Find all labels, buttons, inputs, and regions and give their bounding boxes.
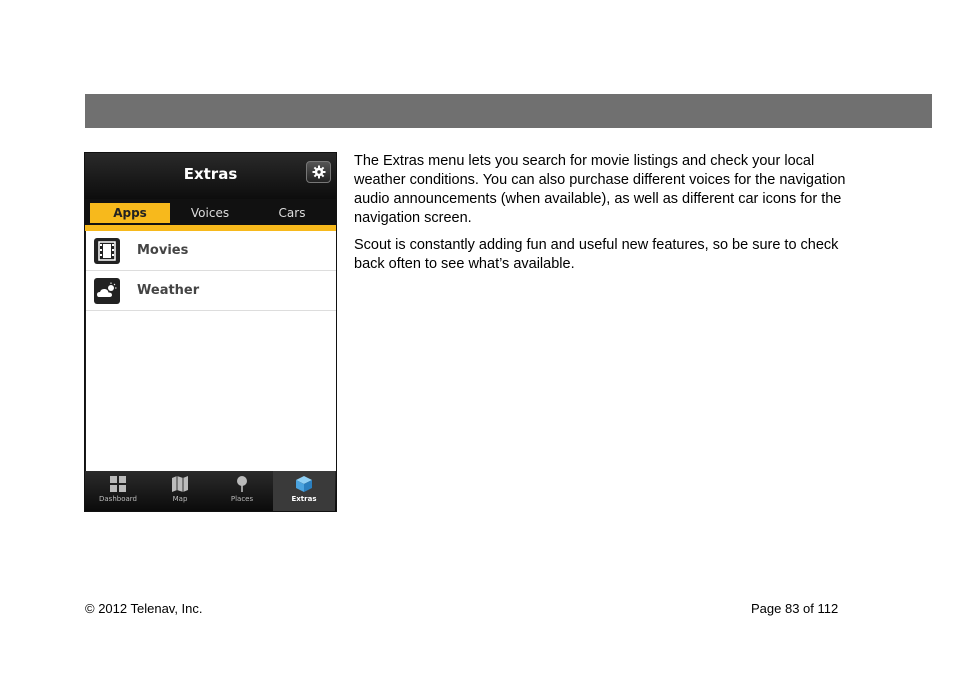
phone-nav-bar xyxy=(85,153,336,199)
body-text xyxy=(354,152,864,282)
nav-label: Extras xyxy=(291,495,317,503)
tab-cars[interactable]: Cars xyxy=(278,206,306,220)
film-icon xyxy=(94,238,120,264)
nav-map[interactable] xyxy=(149,471,211,511)
map-icon xyxy=(171,475,189,493)
apps-list xyxy=(86,231,336,472)
nav-places[interactable] xyxy=(211,471,273,511)
weather-icon xyxy=(94,278,120,304)
grid-icon xyxy=(109,475,127,493)
phone-screenshot xyxy=(84,152,337,512)
tab-bar xyxy=(85,199,336,225)
tab-voices[interactable]: Voices xyxy=(190,206,230,220)
list-item-label: Weather xyxy=(137,283,200,298)
cube-icon xyxy=(295,475,313,493)
phone-title: Extras xyxy=(183,165,238,183)
nav-label: Dashboard xyxy=(99,495,137,503)
nav-extras[interactable] xyxy=(273,471,335,511)
nav-label: Map xyxy=(172,495,188,503)
gear-icon xyxy=(312,165,326,179)
nav-dashboard[interactable] xyxy=(87,471,149,511)
paragraph: The Extras menu lets you search for movie listings and check your local weather conditions. You can also purchase different voices for the navigation audio announcements (when available), as well as different car icons for the navigation screen. xyxy=(354,153,846,226)
list-item-movies[interactable] xyxy=(86,231,336,271)
tab-apps[interactable]: Apps xyxy=(90,203,170,223)
nav-label: Places xyxy=(230,495,254,503)
list-item-weather[interactable] xyxy=(86,271,336,311)
list-item-label: Movies xyxy=(137,243,189,258)
footer-copyright: © 2012 Telenav, Inc. xyxy=(85,601,203,616)
paragraph: Scout is constantly adding fun and useful new features, so be sure to check back often to see what’s available. xyxy=(354,237,839,272)
section-header-bar xyxy=(85,94,932,128)
footer-page-number: Page 83 of 112 xyxy=(751,601,839,616)
bottom-nav-bar xyxy=(85,471,336,511)
settings-button[interactable] xyxy=(306,161,331,183)
pin-icon xyxy=(233,475,251,493)
